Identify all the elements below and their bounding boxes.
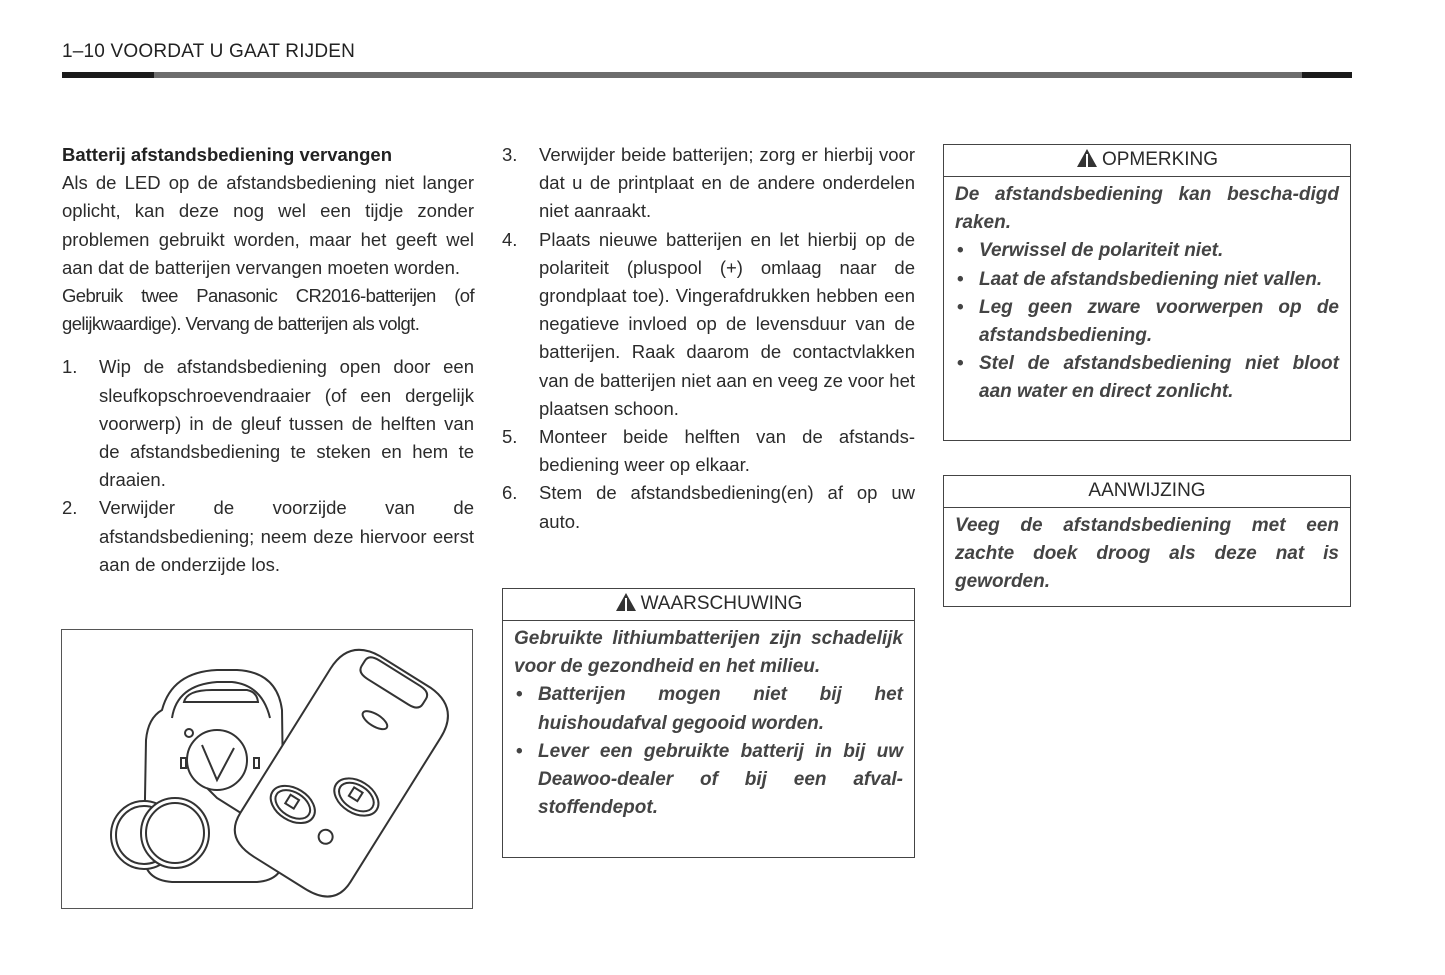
warning-triangle-icon: [1076, 148, 1098, 178]
step-item: [62, 494, 474, 579]
step-text: Monteer beide helften van de afstands-bediening weer op elkaar.: [539, 426, 915, 476]
warning-title: WAARSCHUWING: [640, 593, 803, 614]
warning-box-body: [503, 621, 914, 828]
step-item: [502, 479, 915, 535]
note-box-header: [944, 145, 1350, 177]
warning-bullet-item: • Lever een gebruikte batterij in bij uw Deawoo-dealer of bij een afval-stoffendepot.: [516, 740, 903, 819]
step-number: 1.: [62, 356, 78, 378]
column-left: [62, 141, 474, 579]
page-header-title: 1–10 VOORDAT U GAAT RIJDEN: [62, 41, 356, 62]
warning-box: [502, 588, 915, 858]
steps-list-part-2: [502, 141, 915, 536]
warning-bullets: [514, 681, 903, 822]
step-text: Stem de afstandsbediening(en) af op uw auto.: [539, 482, 915, 532]
note-title: OPMERKING: [1101, 149, 1219, 170]
warning-bullet-item: • Batterijen mogen niet bij het huishoudafval gegooid worden.: [516, 684, 903, 734]
warning-box-header: [503, 589, 914, 621]
hint-box: [943, 475, 1351, 607]
step-text: Wip de afstandsbediening open door een sleufkopschroevendraaier (of een dergelijk voorwerp) in de gleuf tussen de helften van de afstandsbediening te steken en hem te draaien.: [99, 356, 474, 491]
steps-list-part-1: [62, 353, 474, 579]
note-text: De afstandsbediening kan bescha-digd raken.: [955, 184, 1339, 234]
hint-box-header: [944, 476, 1350, 508]
step-number: 5.: [502, 426, 518, 448]
column-middle: [502, 141, 915, 536]
step-text: Verwijder de voorzijde van de afstandsbediening; neem deze hiervoor eerst aan de onderzijde los.: [99, 497, 474, 575]
intro-paragraph: Als de LED op de afstandsbediening niet langer oplicht, kan deze nog wel een tijdje zonder problemen gebruikt worden, maar het geeft wel aan dat de batterijen vervangen moeten worden.: [62, 172, 474, 278]
step-number: 6.: [502, 482, 518, 504]
step-item: [502, 226, 915, 423]
battery-info-paragraph: Gebruik twee Panasonic CR2016-batterijen (of gelijkwaardige). Vervang de batterijen als volgt.: [62, 285, 474, 335]
step-item: [502, 141, 915, 226]
remote-key-figure: [61, 629, 473, 909]
hint-title: AANWIJZING: [1088, 480, 1206, 501]
note-box-body: [944, 177, 1350, 413]
section-title: Batterij afstandsbediening vervangen: [62, 144, 393, 165]
note-bullets: [955, 237, 1339, 406]
hint-text: Veeg de afstandsbediening met een zachte doek droog als deze nat is geworden.: [955, 515, 1339, 593]
header-rule: [62, 72, 1352, 78]
note-bullet-item: • Stel de afstandsbediening niet bloot aan water en direct zonlicht.: [957, 353, 1339, 403]
step-item: [62, 353, 474, 494]
header-rule-dark-left: [62, 72, 154, 78]
step-text: Verwijder beide batterijen; zorg er hierbij voor dat u de printplaat en de andere onderdelen niet aanraakt.: [539, 144, 915, 222]
hint-box-body: [944, 508, 1350, 603]
note-bullet-item: • Laat de afstandsbediening niet vallen.: [957, 268, 1323, 290]
note-box: [943, 144, 1351, 441]
header-rule-dark-right: [1302, 72, 1352, 78]
step-number: 2.: [62, 497, 78, 519]
step-item: [502, 423, 915, 479]
warning-triangle-icon: [615, 592, 637, 622]
note-bullet-item: • Verwissel de polariteit niet.: [957, 240, 1224, 262]
step-number: 3.: [502, 144, 518, 165]
step-text: Plaats nieuwe batterijen en let hierbij op de polariteit (pluspool (+) omlaag naar de grondplaat toe). Vingerafdrukken hebben een negatieve invloed op de levensduur van de batterijen. Raak daarom de contactvlakken van de batterijen niet aan en veeg ze voor het plaatsen schoon.: [539, 228, 915, 419]
remote-key-illustration-icon: [62, 630, 471, 907]
note-bullet-item: • Leg geen zware voorwerpen op de afstandsbediening.: [957, 296, 1339, 347]
warning-text: Gebruikte lithiumbatterijen zijn schadelijk voor de gezondheid en het milieu.: [514, 628, 903, 678]
step-number: 4.: [502, 228, 518, 250]
